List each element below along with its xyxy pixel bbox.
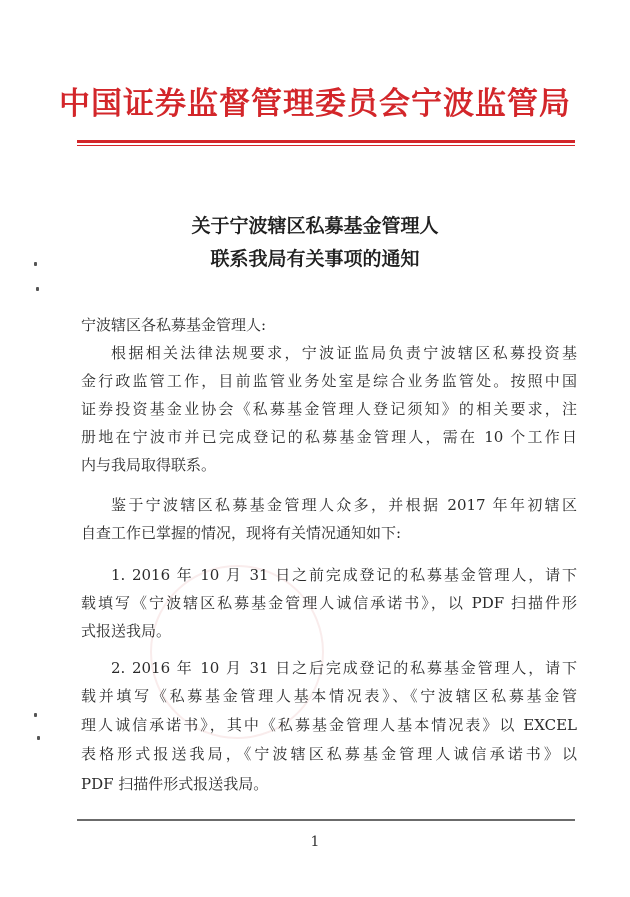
paragraph-1-line: 根据相关法律法规要求，宁波证监局负责宁波辖区私募投资基 — [111, 344, 577, 362]
paragraph-1-line: 金行政监管工作，目前监管业务处室是综合业务监管处。按照中国 — [81, 372, 577, 390]
page-number: 1 — [310, 834, 320, 850]
item-2-line: PDF 扫描件形式报送我局。 — [81, 775, 269, 793]
salutation: 宁波辖区各私募基金管理人: — [81, 316, 267, 334]
notice-title-line-2: 联系我局有关事项的通知 — [210, 248, 420, 270]
paragraph-1-line: 内与我局取得联系。 — [81, 456, 217, 474]
paragraph-2-line: 鉴于宁波辖区私募基金管理人众多，并根据 2017 年年初辖区 — [111, 496, 577, 514]
scan-speck — [36, 287, 39, 291]
scan-speck — [37, 736, 40, 740]
paragraph-1-line: 册地在宁波市并已完成登记的私募基金管理人，需在 10 个工作日 — [81, 428, 577, 446]
item-2-line: 表格形式报送我局，《宁波辖区私募基金管理人诚信承诺书》以 — [81, 745, 577, 763]
notice-title-line-1: 关于宁波辖区私募基金管理人 — [191, 215, 439, 237]
item-2-line: 2. 2016 年 10 月 31 日之后完成登记的私募基金管理人，请下 — [111, 659, 577, 677]
item-2-line: 载并填写《私募基金管理人基本情况表》、《宁波辖区私募基金管 — [81, 687, 577, 705]
issuing-authority-header: 中国证券监督管理委员会宁波监管局 — [59, 86, 571, 122]
item-2-line: 理人诚信承诺书》，其中《私募基金管理人基本情况表》以 EXCEL — [81, 716, 577, 734]
header-red-rule-thick — [77, 140, 575, 143]
paragraph-2-line: 自查工作已掌握的情况，现将有关情况通知如下: — [81, 524, 402, 542]
scan-speck — [34, 713, 37, 717]
header-red-rule-thin — [77, 145, 575, 146]
item-1-line: 载填写《宁波辖区私募基金管理人诚信承诺书》，以 PDF 扫描件形 — [81, 594, 577, 612]
paragraph-1-line: 证券投资基金业协会《私募基金管理人登记须知》的相关要求，注 — [81, 400, 577, 418]
item-1-line: 1. 2016 年 10 月 31 日之前完成登记的私募基金管理人，请下 — [111, 566, 577, 584]
item-1-line: 式报送我局。 — [81, 622, 172, 640]
footer-rule — [77, 819, 575, 821]
scan-speck — [34, 262, 37, 266]
